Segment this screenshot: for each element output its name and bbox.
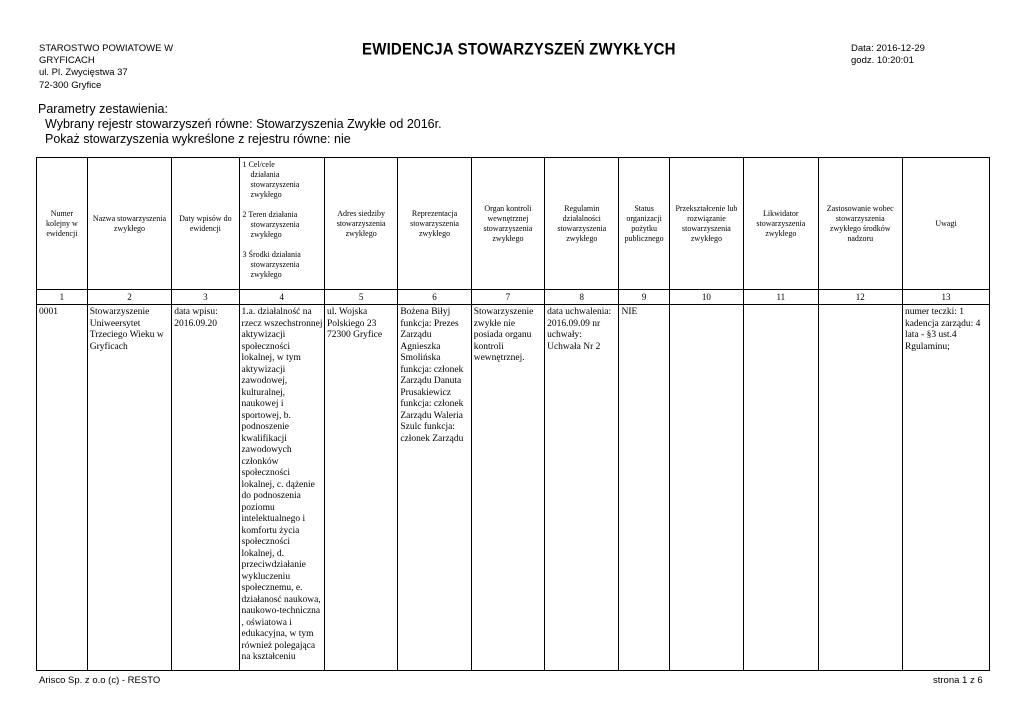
col-header-remarks: Uwagi xyxy=(902,158,989,290)
col-header-liquidator: Likwidator stowarzyszenia zwykłego xyxy=(744,158,818,290)
col-header-supervision: Zastosowanie wobec stowarzyszenia zwykłego środków nadzoru xyxy=(818,158,902,290)
print-time: godz. 10:20:01 xyxy=(851,55,914,67)
cell-representation: Bożena Biłyj funkcja: Prezes Zarządu Agnieszka Smolińska funkcja: członek Zarządu Danuta Prusakiewicz funkcja: członek Zarządu Waleria Szulc funkcja: członek Zarządu xyxy=(398,305,471,671)
parameter-line: Pokaż stowarzyszenia wykreślone z rejestru równe: nie xyxy=(45,132,351,146)
register-table-frame xyxy=(36,157,990,671)
column-number: 10 xyxy=(669,290,743,305)
office-line: ul. Pl. Zwycięstwa 37 xyxy=(39,67,128,79)
goals-item-number: 1 Cel/cele xyxy=(242,160,275,169)
goals-item-number: 2 Teren działania xyxy=(242,210,298,219)
goals-item-number: 3 Środki działania xyxy=(242,250,301,259)
column-number: 12 xyxy=(818,290,902,305)
office-line: STAROSTWO POWIATOWE W xyxy=(39,43,174,54)
column-number: 3 xyxy=(172,290,239,305)
cell-entry-dates: data wpisu: 2016.09.20 xyxy=(172,305,239,671)
cell-liquidator xyxy=(744,305,818,671)
col-header-name: Nazwa stowarzyszenia zwykłego xyxy=(87,158,171,290)
column-number: 1 xyxy=(37,290,87,305)
parameter-line: Wybrany rejestr stowarzyszeń równe: Stowarzyszenia Zwykłe od 2016r. xyxy=(45,117,442,131)
office-line: GRYFICACH xyxy=(39,55,95,67)
column-number: 5 xyxy=(324,290,397,305)
goals-item-body: działania stowarzyszenia zwykłego xyxy=(250,170,300,199)
column-number: 7 xyxy=(471,290,544,305)
header-row xyxy=(37,158,989,290)
column-number: 9 xyxy=(619,290,669,305)
goals-item-body: stowarzyszenia zwykłego xyxy=(250,220,300,239)
cell-control-body: Stowarzyszenie zwykłe nie posiada organu kontroli wewnętrznej. xyxy=(471,305,544,671)
cell-goals: 1.a. działalność na rzecz wszechstronnej aktywizacji społeczności lokalnej, w tym aktywizacji zawodowej, kulturalnej, naukowej i sportowej, b. podnoszenie kwalifikacji zawodowych członków społeczności lokalnej, c. dążenie do podnoszenia poziomu intelektualnego i komfortu życia społeczności lokalnej, d. przeciwdziałanie wykluczeniu społecznemu, e. działanosć naukowa, naukowo-techniczna , oświatowa i edukacyjna, w tym również polegająca na kształceniu xyxy=(239,305,324,671)
office-line: 72-300 Gryfice xyxy=(39,79,102,91)
column-number: 4 xyxy=(239,290,324,305)
cell-opp-status: NIE xyxy=(619,305,669,671)
cell-transformation xyxy=(669,305,743,671)
register-table xyxy=(37,158,989,671)
cell-address: ul. Wojska Polskiego 23 72300 Gryfice xyxy=(324,305,397,671)
cell-regulations: data uchwalenia: 2016.09.09 nr uchwały: Uchwała Nr 2 xyxy=(545,305,619,671)
cell-remarks: numer teczki: 1 kadencja zarządu: 4 lata - §3 ust.4 Rgulaminu; xyxy=(902,305,989,671)
col-header-control-body: Organ kontroli wewnętrznej stowarzyszenia zwykłego xyxy=(471,158,544,290)
column-number: 6 xyxy=(398,290,471,305)
column-number: 2 xyxy=(87,290,171,305)
office-address xyxy=(39,43,173,92)
col-header-opp-status: Status organizacji pożytku publicznego xyxy=(619,158,669,290)
column-number: 13 xyxy=(902,290,989,305)
document-title: EWIDENCJA STOWARZYSZEŃ ZWYKŁYCH xyxy=(362,40,676,59)
footer-copyright: Arisco Sp. z o.o (c) - RESTO xyxy=(39,675,161,686)
parameters-heading: Parametry zestawienia: xyxy=(38,102,168,116)
col-header-number: Numer kolejny w ewidencji xyxy=(37,158,87,290)
col-header-representation: Reprezentacja stowarzyszenia zwykłego xyxy=(398,158,471,290)
print-meta xyxy=(851,43,925,67)
goals-item-body: stowarzyszenia zwykłego xyxy=(250,260,300,279)
cell-name: Stowarzyszenie Uniweersytet Trzeciego Wieku w Gryficach xyxy=(87,305,171,671)
column-number: 8 xyxy=(545,290,619,305)
footer-page-number: strona 1 z 6 xyxy=(933,675,983,686)
column-number-row xyxy=(37,290,989,305)
col-header-goals xyxy=(239,158,324,290)
col-header-regulations: Regulamin działalności stowarzyszenia zwykłego xyxy=(545,158,619,290)
cell-supervision xyxy=(818,305,902,671)
cell-number: 0001 xyxy=(37,305,87,671)
col-header-entry-dates: Daty wpisów do ewidencji xyxy=(172,158,239,290)
print-date: Data: 2016-12-29 xyxy=(851,43,925,54)
report-parameters xyxy=(38,102,442,147)
col-header-transformation: Przekształcenie lub rozwiązanie stowarzyszenia zwykłego xyxy=(669,158,743,290)
col-header-address: Adres siedziby stowarzyszenia zwykłego xyxy=(324,158,397,290)
table-row xyxy=(37,305,989,671)
column-number: 11 xyxy=(744,290,818,305)
